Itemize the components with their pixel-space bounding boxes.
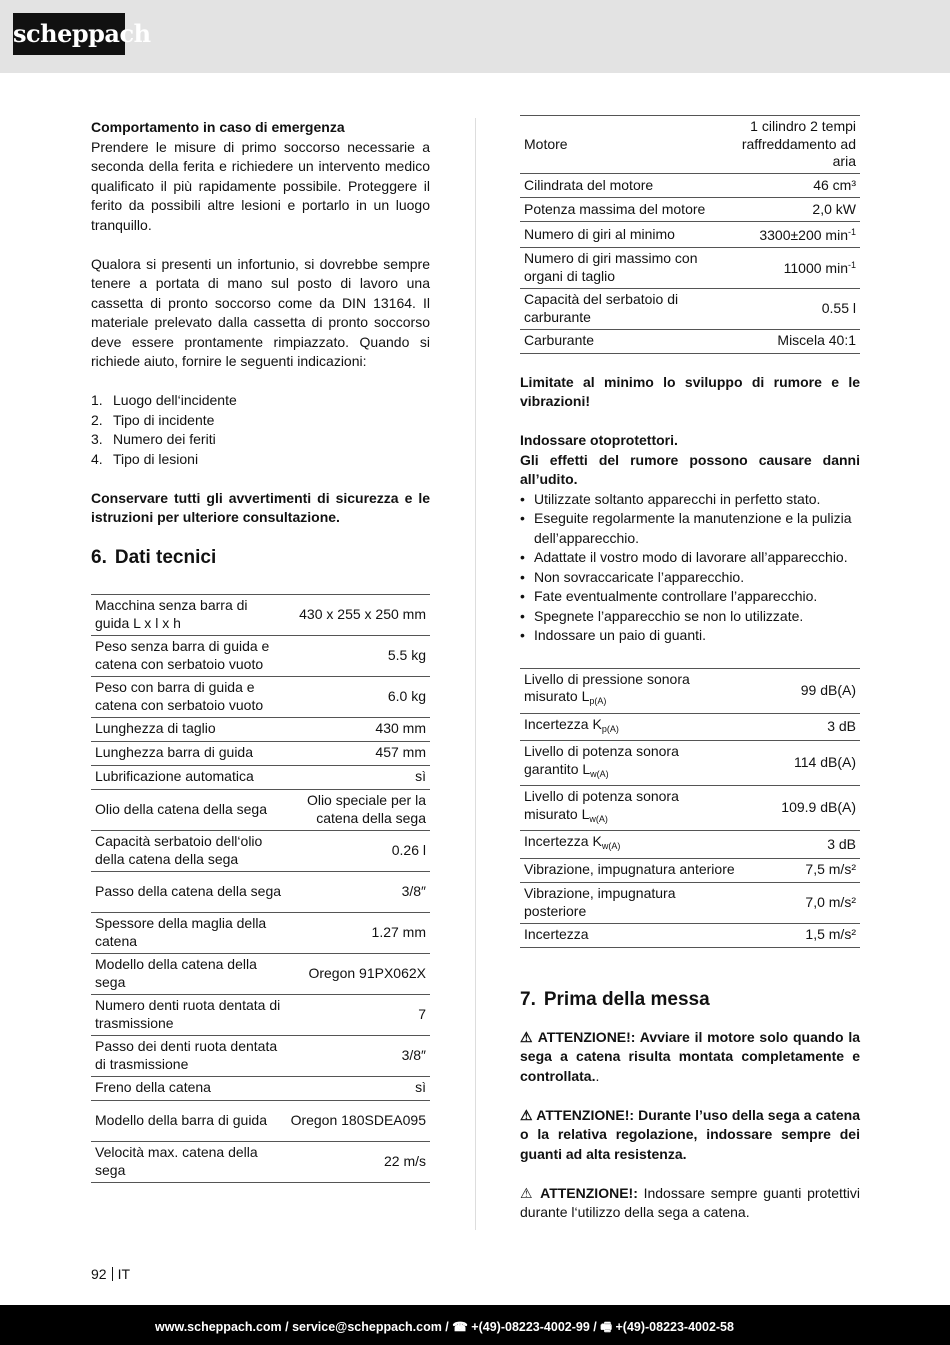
keep-instructions-note: Conservare tutti gli avvertimenti di sicurezza e le istruzioni per ulteriore consultazione. (91, 489, 430, 525)
table-row: Incertezza 1,5 m/s² (520, 923, 860, 947)
table-row: Passo della catena della sega 3/8″ (91, 871, 430, 912)
table-row: Lunghezza barra di guida 457 mm (91, 741, 430, 765)
list-item: • Fate eventualmente controllare l’apparecchio. (520, 587, 860, 607)
right-column (520, 115, 860, 1223)
warning-2: ⚠ ATTENZIONE!: Durante l’uso della sega a catena o la relativa regolazione, indossare sempre dei guanti ad alta resistenza. (520, 1106, 860, 1162)
warning-1: ⚠ ATTENZIONE!: Avviare il motore solo quando la sega a catena risulta montata completamente e controllata.. (520, 1028, 861, 1084)
list-item: 2. Tipo di incidente (91, 411, 215, 428)
ear-protection-warning: Gli effetti del rumore possono causare danni all’udito. (520, 451, 860, 487)
list-item: 4. Tipo di lesioni (91, 450, 199, 467)
table-row: Cilindrata del motore 46 cm³ (520, 174, 860, 198)
table-row: Livello di potenza sonora misurato $L_{w(A)}$ 109.9 dB(A) (520, 786, 860, 831)
table-row: Peso con barra di guida e catena con serbatoio vuoto 6.0 kg (91, 676, 430, 717)
noise-bullets (520, 490, 860, 646)
warning-3: ⚠ ATTENZIONE!: Indossare sempre guanti protettivi durante l‘utilizzo della sega a catena. (520, 1184, 860, 1220)
tech-specs-table (91, 594, 430, 1183)
warning-triangle-icon: ⚠ (520, 1106, 533, 1123)
left-column (91, 118, 430, 1183)
noise-values-table (520, 668, 860, 948)
table-row: Peso senza barra di guida e catena con serbatoio vuoto 5.5 kg (91, 635, 430, 676)
noise-title: Limitate al minimo lo sviluppo di rumore e le vibrazioni! (520, 373, 860, 409)
column-divider (475, 118, 476, 1230)
section-7-heading: 7. Prima della messa (520, 988, 710, 1010)
table-row: Livello di potenza sonora garantito $L_{w(A)}$ 114 dB(A) (520, 741, 860, 786)
motor-specs-table (520, 115, 860, 354)
help-info-list (91, 391, 430, 469)
table-row: Capacità serbatoio dell‘olio della catena della sega 0.26 l (91, 830, 430, 871)
table-row: Lunghezza di taglio 430 mm (91, 717, 430, 741)
section-6-heading: 6. Dati tecnici (91, 546, 217, 568)
list-item: • Adattate il vostro modo di lavorare all’apparecchio. (520, 548, 860, 568)
list-item: 3. Numero dei feriti (91, 431, 216, 447)
table-row: Incertezza $K_{p(A)}$ 3 dB (520, 713, 860, 741)
table-row: Potenza massima del motore 2,0 kW (520, 198, 860, 222)
list-item: • Indossare un paio di guanti. (520, 626, 860, 646)
table-row: Carburante Miscela 40:1 (520, 329, 860, 353)
list-item: • Non sovraccaricate l’apparecchio. (520, 568, 860, 588)
table-row: Numero denti ruota dentata di trasmissione 7 (91, 994, 430, 1035)
table-row: Incertezza $K_{w(A)}$ 3 dB (520, 831, 860, 859)
page-footer (0, 1305, 950, 1345)
accident-text: Qualora si presenti un infortunio, si dovrebbe sempre tenere a portata di mano sul posto di lavoro una cassetta di pronto soccorso come da DIN 13164. Il materiale prelevato dalla cassetta di pronto soccorso deve essere prontamente rimpiazzato. Quando si richiede aiuto, fornire le seguenti indicazioni: (91, 255, 430, 369)
table-row: Spessore della maglia della catena 1.27 mm (91, 912, 430, 953)
table-row: Vibrazione, impugnatura posteriore 7,0 m/s² (520, 882, 860, 923)
table-row: Macchina senza barra di guida L x l x h 430 x 255 x 250 mm (91, 594, 430, 635)
emergency-title: Comportamento in caso di emergenza (91, 119, 345, 135)
table-row: Freno della catena sì (91, 1076, 430, 1100)
page-number: 92 IT (91, 1266, 131, 1282)
list-item: • Utilizzate soltanto apparecchi in perfetto stato. (520, 490, 860, 510)
table-row: Lubrificazione automatica sì (91, 765, 430, 789)
brand-logo: scheppach (13, 13, 125, 55)
warning-triangle-icon: ⚠ (520, 1028, 534, 1045)
table-row: Numero di giri massimo con organi di taglio 11000 $\min^{-1}$ (520, 247, 860, 288)
table-row: Velocità max. catena della sega 22 m/s (91, 1141, 430, 1182)
page-header (0, 0, 950, 73)
emergency-text: Prendere le misure di primo soccorso necessarie a seconda della ferita e richiedere un intervento medico qualificato il più rapidamente possibile. Proteggere il ferito da possibili altre lesioni e portarlo in un luogo tranquillo. (91, 138, 430, 233)
table-row: Olio della catena della sega Olio speciale per la catena della sega (91, 789, 430, 830)
list-item: 1. Luogo dell‘incidente (91, 392, 237, 408)
ear-protection-title: Indossare otoprotettori. (520, 432, 678, 448)
table-row: Numero di giri al minimo 3300±200 $\min^{-1}$ (520, 222, 860, 248)
table-row: Capacità del serbatoio di carburante 0.55 l (520, 288, 860, 329)
table-row: Modello della catena della sega Oregon 91PX062X (91, 953, 430, 994)
table-row: Motore 1 cilindro 2 tempi raffreddamento ad aria (520, 116, 860, 174)
table-row: Passo dei denti ruota dentata di trasmissione 3/8″ (91, 1035, 430, 1076)
table-row: Vibrazione, impugnatura anteriore 7,5 m/s² (520, 858, 860, 882)
footer-contact: www.scheppach.com / service@scheppach.com / ☎ +(49)-08223-4002-99 / 🖷 +(49)-08223-4002-58 (155, 1320, 734, 1334)
list-item: • Spegnete l’apparecchio se non lo utilizzate. (520, 607, 860, 627)
table-row: Modello della barra di guida Oregon 180SDEA095 (91, 1100, 430, 1141)
warning-triangle-icon: ⚠ (520, 1184, 535, 1201)
table-row: Livello di pressione sonora misurato $L_{p(A)}$ 99 dB(A) (520, 668, 860, 713)
list-item: • Eseguite regolarmente la manutenzione e la pulizia dell’apparecchio. (520, 509, 860, 548)
